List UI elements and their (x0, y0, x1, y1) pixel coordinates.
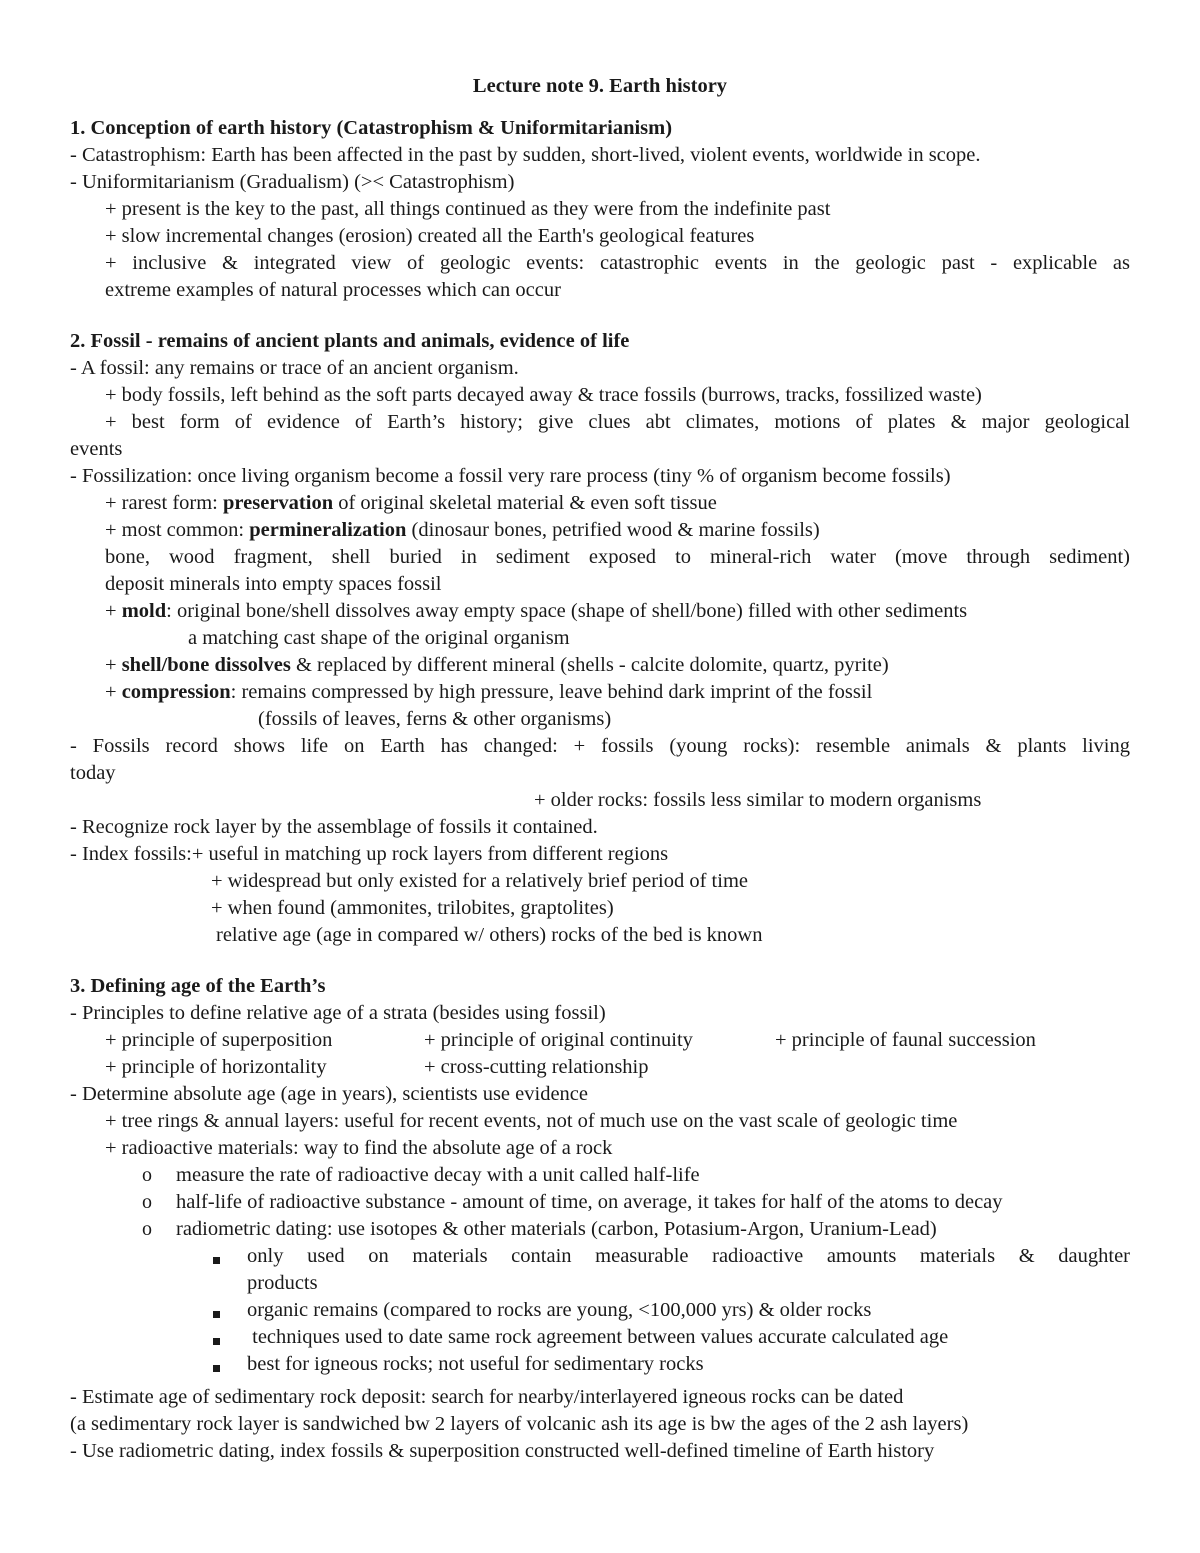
s3-point-1: only used on materials contain measurable radioactive amounts materials & daughter (247, 1245, 1130, 1267)
s3-line-7: - Estimate age of sedimentary rock deposit: search for nearby/interlayered igneous rocks can be dated (70, 1386, 904, 1408)
s2-line-21: + when found (ammonites, trilobites, graptolites) (211, 897, 614, 919)
s2-line-12-bold: shell/bone dissolves (121, 654, 291, 676)
s2-line-22: relative age (age in compared w/ others) rocks of the bed is known (216, 924, 763, 946)
s2-line-10-c: : original bone/shell dissolves away empty space (shape of shell/bone) filled with other sediments (166, 600, 968, 622)
s2-line-13-a: + (105, 681, 122, 703)
s1-line-5: + inclusive & integrated view of geologic events: catastrophic events in the geologic past - explicable as (105, 252, 1130, 274)
s2-line-7-a: + most common: (105, 519, 250, 541)
o-bullet-icon: o (142, 1218, 152, 1240)
square-bullet-icon (213, 1338, 220, 1345)
square-bullet-icon (213, 1311, 220, 1318)
s3-line-6: + radioactive materials: way to find the absolute age of a rock (105, 1137, 613, 1159)
s3-sub-2: half-life of radioactive substance - amount of time, on average, it takes for half of the atoms to decay (176, 1191, 1003, 1213)
o-bullet-icon: o (142, 1191, 152, 1213)
s3-line-2 (0, 1027, 1200, 1054)
s3-point-2: organic remains (compared to rocks are young, <100,000 yrs) & older rocks (247, 1299, 872, 1321)
s2-line-7-bold: permineralization (249, 519, 407, 541)
s2-line-19: - Index fossils:+ useful in matching up rock layers from different regions (70, 843, 669, 865)
s2-line-10 (105, 598, 967, 625)
s2-line-7-c: (dinosaur bones, petrified wood & marine fossils) (406, 519, 820, 541)
s3-line-8: (a sedimentary rock layer is sandwiched bw 2 layers of volcanic ash its age is bw the ages of the 2 ash layers) (70, 1413, 969, 1435)
s1-line-3: + present is the key to the past, all things continued as they were from the indefinite past (105, 198, 831, 220)
section-2-heading: 2. Fossil - remains of ancient plants and animals, evidence of life (70, 330, 630, 352)
s2-line-6-c: of original skeletal material & even soft tissue (333, 492, 717, 514)
s3-sub-3: radiometric dating: use isotopes & other materials (carbon, Potasium-Argon, Uranium-Lead) (176, 1218, 937, 1240)
s2-line-13 (105, 679, 872, 706)
s2-line-20: + widespread but only existed for a relatively brief period of time (211, 870, 748, 892)
s2-line-6-a: + rarest form: (105, 492, 224, 514)
s2-line-18: - Recognize rock layer by the assemblage of fossils it contained. (70, 816, 598, 838)
s2-line-10-a: + (105, 600, 122, 622)
s2-line-6 (105, 490, 717, 517)
s3-point-3: techniques used to date same rock agreement between values accurate calculated age (247, 1326, 949, 1348)
s2-line-12 (105, 652, 889, 679)
s2-line-10-bold: mold (121, 600, 167, 622)
square-bullet-icon (213, 1257, 220, 1264)
s2-line-13-bold: compression (121, 681, 231, 703)
s3-line-3 (0, 1054, 1200, 1081)
s3-line-9: - Use radiometric dating, index fossils & superposition constructed well-defined timeline of Earth history (70, 1440, 935, 1462)
s2-line-3: + best form of evidence of Earth’s history; give clues abt climates, motions of plates & major geological (105, 411, 1130, 433)
s3-line-5: + tree rings & annual layers: useful for recent events, not of much use on the vast scale of geologic time (105, 1110, 958, 1132)
s2-line-11: a matching cast shape of the original organism (188, 627, 570, 649)
principle-superposition: + principle of superposition (105, 1029, 333, 1051)
s2-line-6-bold: preservation (223, 492, 334, 514)
s3-line-1: - Principles to define relative age of a strata (besides using fossil) (70, 1002, 606, 1024)
section-1-heading: 1. Conception of earth history (Catastrophism & Uniformitarianism) (70, 117, 673, 139)
s1-line-1: - Catastrophism: Earth has been affected in the past by sudden, short-lived, violent events, worldwide in scope. (70, 144, 981, 166)
square-bullet-icon (213, 1365, 220, 1372)
section-3-heading: 3. Defining age of the Earth’s (70, 975, 326, 997)
s1-line-4: + slow incremental changes (erosion) created all the Earth's geological features (105, 225, 755, 247)
o-bullet-icon: o (142, 1164, 152, 1186)
s2-line-15: - Fossils record shows life on Earth has changed: + fossils (young rocks): resemble animals & plants living (70, 735, 1130, 757)
s2-line-1: - A fossil: any remains or trace of an ancient organism. (70, 357, 519, 379)
s3-point-1-cont: products (247, 1272, 318, 1294)
s2-line-16: today (70, 762, 116, 784)
s1-line-2: - Uniformitarianism (Gradualism) (>< Catastrophism) (70, 171, 515, 193)
s2-line-12-a: + (105, 654, 122, 676)
s2-line-13-c: : remains compressed by high pressure, leave behind dark imprint of the fossil (230, 681, 873, 703)
principle-original-continuity: + principle of original continuity (424, 1029, 693, 1051)
document-title: Lecture note 9. Earth history (472, 75, 728, 97)
s3-line-4: - Determine absolute age (age in years), scientists use evidence (70, 1083, 588, 1105)
s2-line-7 (105, 517, 820, 544)
s2-line-17: + older rocks: fossils less similar to modern organisms (534, 789, 982, 811)
s1-line-6: extreme examples of natural processes which can occur (105, 279, 561, 301)
s3-sub-1: measure the rate of radioactive decay with a unit called half-life (176, 1164, 700, 1186)
s2-line-9: deposit minerals into empty spaces fossil (105, 573, 442, 595)
s2-line-8: bone, wood fragment, shell buried in sediment exposed to mineral-rich water (move through sediment) (105, 546, 1130, 568)
principle-faunal-succession: + principle of faunal succession (775, 1029, 1036, 1051)
s2-line-5: - Fossilization: once living organism become a fossil very rare process (tiny % of organism become fossils) (70, 465, 951, 487)
s2-line-4: events (70, 438, 123, 460)
s2-line-12-c: & replaced by different mineral (shells - calcite dolomite, quartz, pyrite) (290, 654, 889, 676)
principle-horizontality: + principle of horizontality (105, 1056, 327, 1078)
cross-cutting-relationship: + cross-cutting relationship (424, 1056, 649, 1078)
s2-line-14: (fossils of leaves, ferns & other organisms) (258, 708, 612, 730)
s2-line-2: + body fossils, left behind as the soft parts decayed away & trace fossils (burrows, tracks, fossilized waste) (105, 384, 982, 406)
s3-point-4: best for igneous rocks; not useful for sedimentary rocks (247, 1353, 704, 1375)
